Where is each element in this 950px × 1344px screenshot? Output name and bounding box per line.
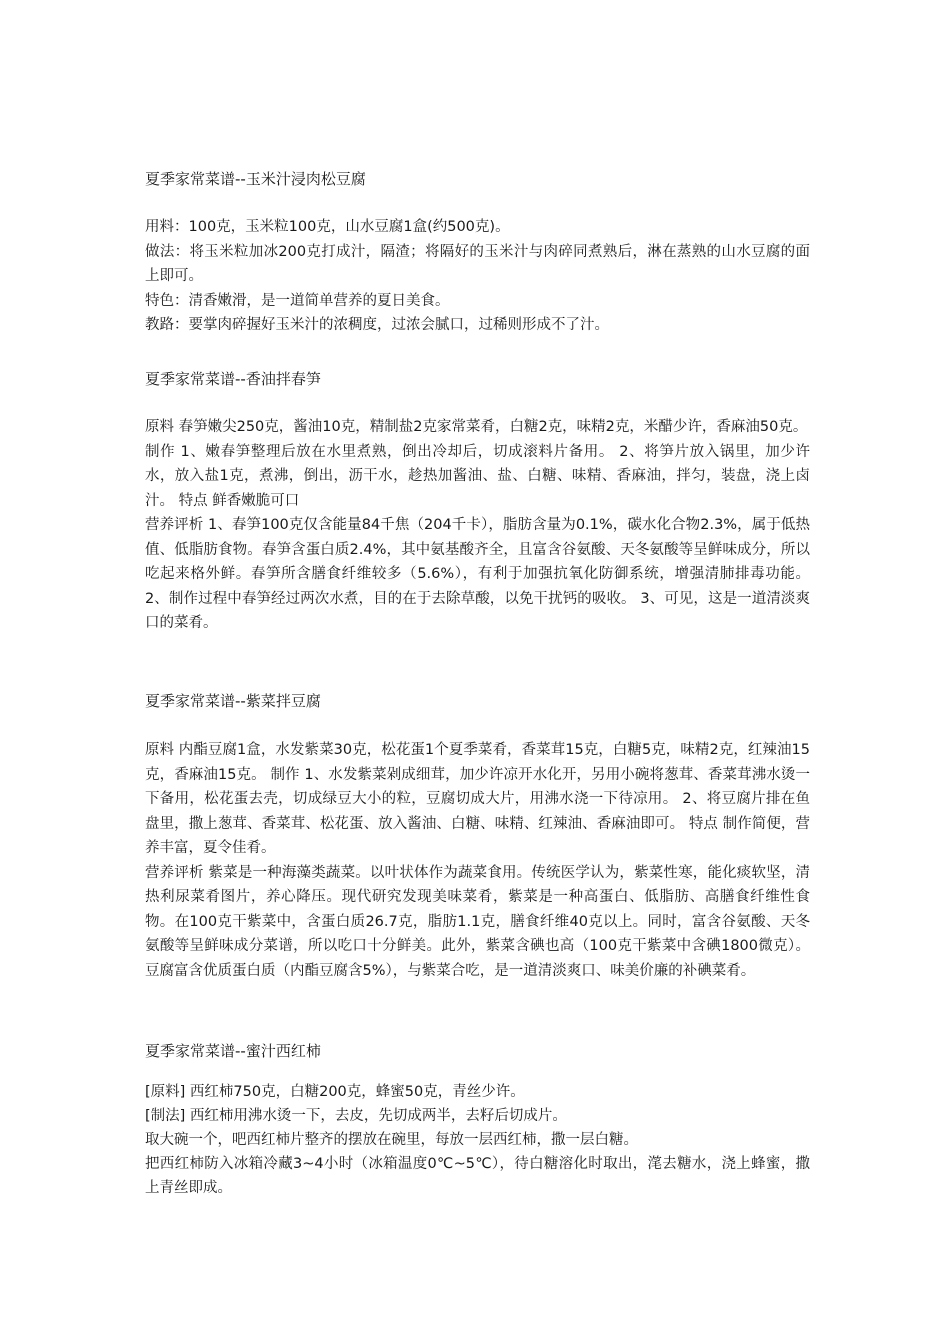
recipe-title: 夏季家常菜谱--紫菜拌豆腐 <box>145 692 321 710</box>
nutrition-paragraph: 营养评析 紫菜是一种海藻类蔬菜。以叶状体作为蔬菜食用。传统医学认为，紫菜性寒，能化痰软坚，清热利尿菜肴图片，养心降压。现代研究发现美味菜肴，紫菜是一种高蛋白、低脂肪、高膳食纤维性食物。在100克干紫菜中，含蛋白质26.7克，脂肪1.1克，膳食纤维40克以上。同时，富含谷氨酸、天冬氨酸等呈鲜味成分菜谱，所以吃口十分鲜美。此外，紫菜含碘也高（100克干紫菜中含碘1800微克）。豆腐富含优质蛋白质（内酯豆腐含5%），与紫菜合吃，是一道清淡爽口、味美价廉的补碘菜肴。 <box>145 864 810 979</box>
recipe-title: 夏季家常菜谱--蜜汁西红柿 <box>145 1042 321 1060</box>
ingredients-method-paragraph: 原料 内酯豆腐1盒，水发紫菜30克，松花蛋1个夏季菜肴，香菜茸15克，白糖5克，味精2克，红辣油15克，香麻油15克。 制作 1、水发紫菜剁成细茸，加少许凉开水化开，另用小碗将葱茸、香菜茸沸水烫一下备用，松花蛋去壳，切成绿豆大小的粒，豆腐切成大片，用沸水浇一下待凉用。 2、将豆腐片排在鱼盘里，撒上葱茸、香菜茸、松花蛋、放入酱油、白糖、味精、红辣油、香麻油即可。 特点 制作简便，营养丰富，夏令佳肴。 <box>145 742 810 856</box>
recipe-body <box>145 1080 810 1200</box>
method-paragraph: 做法：将玉米粒加冰200克打成汁，隔渣；将隔好的玉米汁与肉碎同煮熟后，淋在蒸熟的山水豆腐的面上即可。 <box>145 243 810 284</box>
recipe-title: 夏季家常菜谱--香油拌春笋 <box>145 370 321 388</box>
ingredients-paragraph: 用料：100克，玉米粒100克，山水豆腐1盒(约500克)。 <box>145 219 510 235</box>
method-paragraph: [制法] 西红柿用沸水烫一下，去皮，先切成两半，去籽后切成片。 <box>145 1108 567 1124</box>
recipe-body <box>145 415 810 636</box>
recipe-title: 夏季家常菜谱--玉米汁浸肉松豆腐 <box>145 170 366 188</box>
step-paragraph: 把西红柿防入冰箱冷藏3~4小时（冰箱温度0℃~5℃），待白糖溶化时取出，滗去糖水，浇上蜂蜜，撒上青丝即成。 <box>145 1156 810 1196</box>
tips-paragraph: 教路：要掌肉碎握好玉米汁的浓稠度，过浓会腻口，过稀则形成不了汁。 <box>145 317 609 333</box>
nutrition-paragraph: 营养评析 1、春笋100克仅含能量84千焦（204千卡），脂肪含量为0.1%，碳水化合物2.3%，属于低热值、低脂肪食物。春笋含蛋白质2.4%，其中氨基酸齐全，且富含谷氨酸、天冬氨酸等呈鲜味成分，所以吃起来格外鲜。春笋所含膳食纤维较多（5.6%），有利于加强抗氧化防御系统，增强清肺排毒功能。 2、制作过程中春笋经过两次水煮，目的在于去除草酸，以免干扰钙的吸收。 3、可见，这是一道清淡爽口的菜肴。 <box>145 517 810 631</box>
feature-paragraph: 特色：清香嫩滑，是一道简单营养的夏日美食。 <box>145 292 450 309</box>
recipe-body <box>145 738 810 983</box>
method-paragraph: 制作 1、嫩春笋整理后放在水里煮熟，倒出冷却后，切成滚料片备用。 2、将笋片放入锅里，加少许水，放入盐1克，煮沸，倒出，沥干水，趁热加酱油、盐、白糖、味精、香麻油，拌匀，装盘，浇上卤汁。 特点 鲜香嫩脆可口 <box>145 443 810 509</box>
ingredients-paragraph: [原料] 西红柿750克，白糖200克，蜂蜜50克，青丝少许。 <box>145 1084 525 1100</box>
recipe-body <box>145 215 810 338</box>
ingredients-paragraph: 原料 春笋嫩尖250克，酱油10克，精制盐2克家常菜肴，白糖2克，味精2克，米醋少许，香麻油50克。 <box>145 419 808 435</box>
step-paragraph: 取大碗一个，吧西红柿片整齐的摆放在碗里，每放一层西红柿，撒一层白糖。 <box>145 1132 638 1148</box>
